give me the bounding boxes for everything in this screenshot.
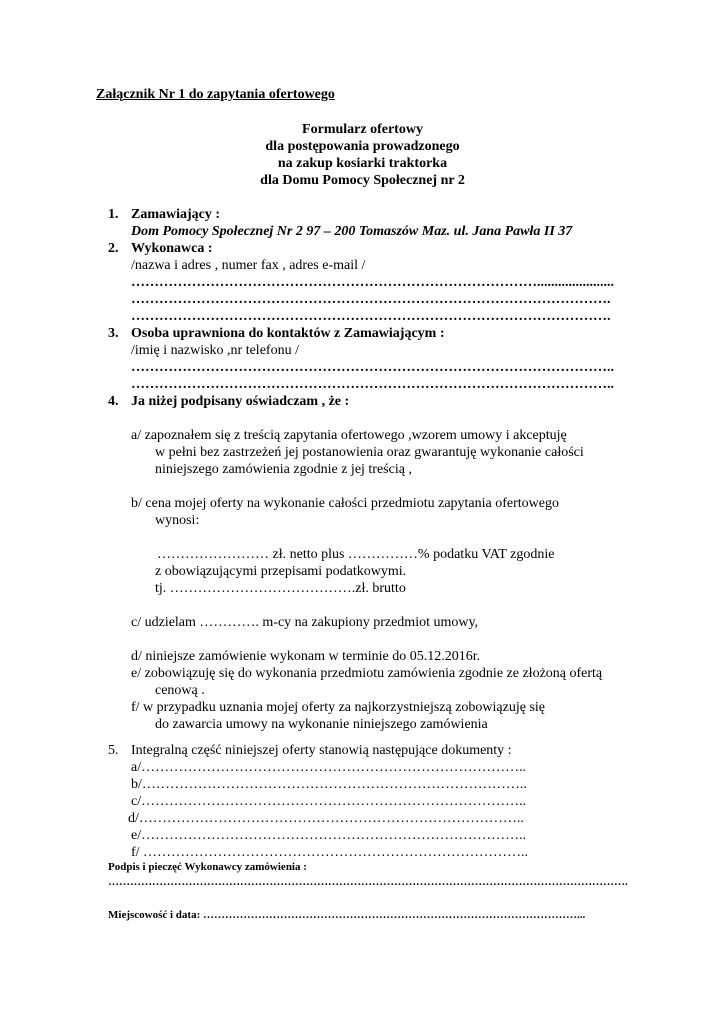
document-item-c: c/………………………………………………………………………..: [131, 794, 527, 809]
statement-b-line-4: z obowiązującymi przepisami podatkowymi.: [155, 564, 407, 579]
place-and-date: Miejscowość i data: …………………………………………………………………………………………...: [108, 909, 586, 921]
document-item-a: a/………………………………………………………………………..: [131, 760, 527, 775]
section-4-number: 4.: [108, 394, 119, 409]
statement-d-deadline: d/ niniejsze zamówienie wykonam w terminie do 05.12.2016r.: [131, 649, 481, 664]
section-3-label: Osoba uprawniona do kontaktów z Zamawiającym :: [131, 326, 445, 341]
section-3-number: 3.: [108, 326, 119, 341]
signature-label: Podpis i pieczęć Wykonawcy zamówienia :: [108, 861, 307, 873]
document-item-d: d/………………………………………………………………………..: [128, 811, 524, 826]
statement-f-line-1: f/ w przypadku uznania mojej oferty za najkorzystniejszą zobowiązuję się: [131, 700, 546, 715]
section-4-label: Ja niżej podpisany oświadczam , że :: [131, 394, 350, 409]
contractor-dots-1: ……………………………………………………………………………......................: [131, 275, 614, 290]
statement-a-line-2: w pełni bez zastrzeżeń jej postanowienia oraz gwarantuję wykonanie całości: [155, 445, 584, 460]
contractor-hint: /nazwa i adres , numer fax , adres e-mail /: [131, 258, 366, 273]
section-2-label: Wykonawca :: [131, 241, 213, 256]
section-1-label: Zamawiający :: [131, 207, 221, 222]
statement-c-warranty: c/ udzielam …………. m-cy na zakupiony przedmiot umowy,: [131, 615, 479, 630]
section-5-label: Integralną część niniejszej oferty stanowią następujące dokumenty :: [131, 743, 512, 758]
contact-dots-2: …………………………………………………………………………………………..: [131, 377, 614, 392]
contractor-dots-2: ………………………………………………………………………………………….: [131, 292, 611, 307]
document-item-b: b/………………………………………………………………………..: [131, 777, 527, 792]
section-2-number: 2.: [108, 241, 119, 256]
title-line-4: dla Domu Pomocy Społecznej nr 2: [260, 173, 465, 188]
statement-e-line-2: cenową .: [155, 683, 205, 698]
document-item-f: f/ ………………………………………………………………………..: [131, 845, 529, 860]
statement-b-gross-price: tj. ………………………………….zł. brutto: [155, 581, 406, 596]
title-line-2: dla postępowania prowadzonego: [265, 139, 460, 154]
statement-b-net-price: …………………… zł. netto plus ……………% podatku VAT zgodnie: [157, 547, 555, 562]
contractor-dots-3: ………………………………………………………………………………………….: [131, 309, 611, 324]
section-1-number: 1.: [108, 207, 119, 222]
statement-b-line-2: wynosi:: [155, 513, 200, 528]
statement-b-line-1: b/ cena mojej oferty na wykonanie całości przedmiotu zapytania ofertowego: [131, 496, 559, 511]
contact-hint: /imię i nazwisko ,nr telefonu /: [131, 343, 299, 358]
section-5-number: 5.: [108, 743, 119, 758]
statement-a-line-3: niniejszego zamówienia zgodnie z jej treścią ,: [155, 462, 412, 477]
statement-f-line-2: do zawarcia umowy na wykonanie niniejszego zamówienia: [155, 717, 488, 732]
contact-dots-1: …………………………………………………………………………………………..: [131, 360, 614, 375]
document-item-e: e/………………………………………………………………………..: [131, 828, 527, 843]
ordering-party-address: Dom Pomocy Społecznej Nr 2 97 – 200 Tomaszów Maz. ul. Jana Pawła II 37: [131, 224, 573, 239]
signature-dots: …………………………………………………………………………………………………………………………….: [108, 876, 628, 888]
attachment-header: Załącznik Nr 1 do zapytania ofertowego: [96, 87, 335, 102]
title-line-3: na zakup kosiarki traktorka: [277, 156, 448, 171]
statement-a-line-1: a/ zapoznałem się z treścią zapytania ofertowego ,wzorem umowy i akceptuję: [131, 428, 567, 443]
statement-e-line-1: e/ zobowiązuję się do wykonania przedmiotu zamówienia zgodnie ze złożoną ofertą: [131, 666, 603, 681]
title-line-1: Formularz ofertowy: [302, 122, 423, 137]
